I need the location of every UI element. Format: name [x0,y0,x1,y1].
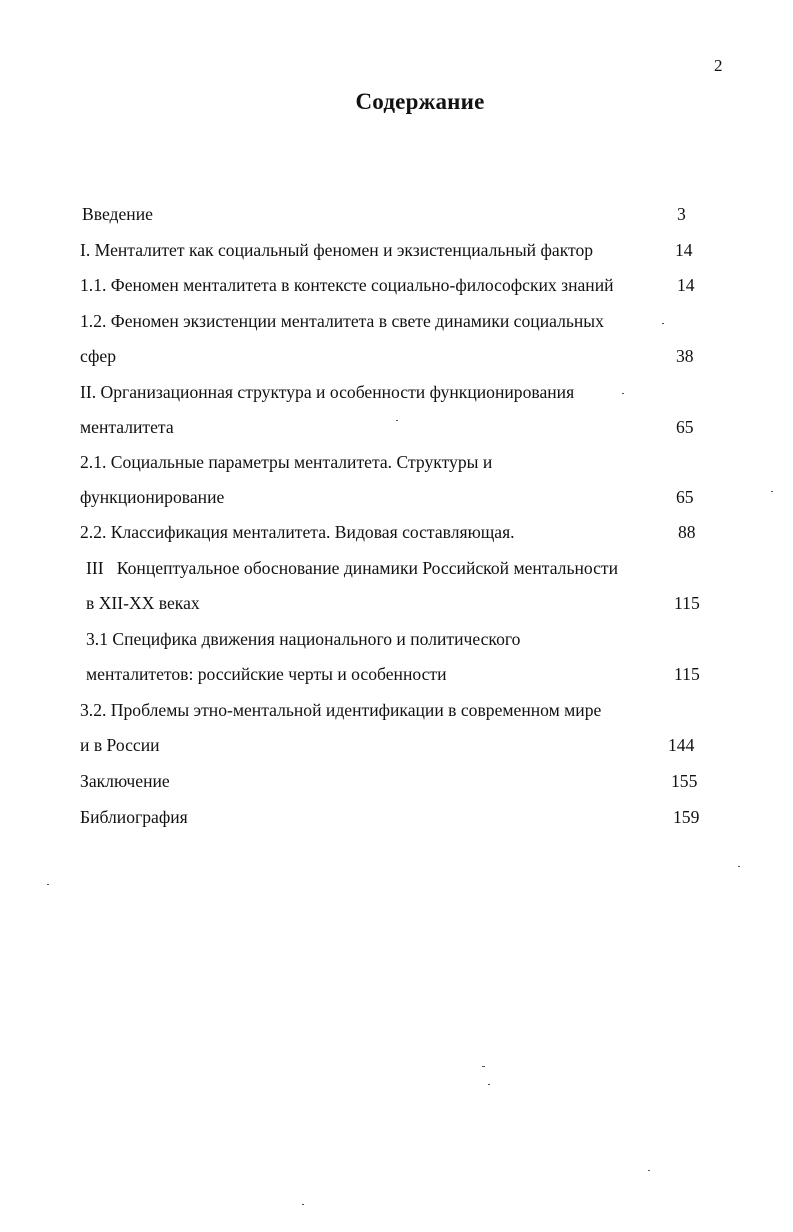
toc-entry-text: Библиография [80,807,188,827]
toc-entry-text-line-2: функционирование [80,487,225,507]
toc-entry-text: 1.1. Феномен менталитета в контексте социально-философских знаний [80,275,614,295]
toc-entry-page: 144 [668,735,695,755]
toc-entry-text-line-1: 3.2. Проблемы этно-ментальной идентификации в современном мире [80,700,602,720]
toc-entry-text-line-1: 3.1 Специфика движения национального и политического [86,629,521,649]
scan-speck [302,1204,304,1205]
toc-entry-text: 2.2. Классификация менталитета. Видовая составляющая. [80,522,515,542]
toc-entry-page: 65 [676,487,694,507]
scan-speck [622,393,624,394]
toc-entry-page: 38 [676,346,694,366]
page-number: 2 [714,56,723,75]
scan-speck [396,420,398,421]
scan-speck [488,1084,490,1085]
toc-entry-page: 159 [673,807,700,827]
toc-entry-page: 155 [671,771,698,791]
toc-entry-page: 3 [677,204,686,224]
scan-speck [47,884,49,885]
scan-speck [771,491,773,492]
toc-entry-text-line-2: менталитета [80,417,174,437]
page-title: Содержание [355,89,485,114]
toc-entry-page: 14 [675,240,693,260]
toc-entry-text: Заключение [80,771,170,791]
scan-speck [482,1066,485,1067]
toc-entry-text-line-2: в XII-XX веках [86,593,200,613]
toc-entry-text-line-1: II. Организационная структура и особенности функционирования [80,382,575,402]
toc-entry-page: 115 [674,664,700,684]
scan-speck [738,866,740,867]
toc-entry-page: 88 [678,522,696,542]
toc-entry-page: 14 [677,275,695,295]
toc-entry-text-line-1: III Концептуальное обоснование динамики Российской ментальности [86,558,619,578]
scan-speck [648,1170,650,1171]
toc-entry-page: 115 [674,593,700,613]
toc-entry-text: Введение [82,204,153,224]
toc-entry-text: I. Менталитет как социальный феномен и экзистенциальный фактор [80,240,594,260]
scan-speck [662,323,664,324]
toc-entry-text-line-2: сфер [80,346,117,366]
toc-entry-text-line-2: и в России [80,735,160,755]
toc-entry-text-line-1: 1.2. Феномен экзистенции менталитета в свете динамики социальных [80,311,604,331]
toc-entry-page: 65 [676,417,694,437]
toc-entry-text-line-2: менталитетов: российские черты и особенности [86,664,447,684]
toc-entry-text-line-1: 2.1. Социальные параметры менталитета. Структуры и [80,452,493,472]
